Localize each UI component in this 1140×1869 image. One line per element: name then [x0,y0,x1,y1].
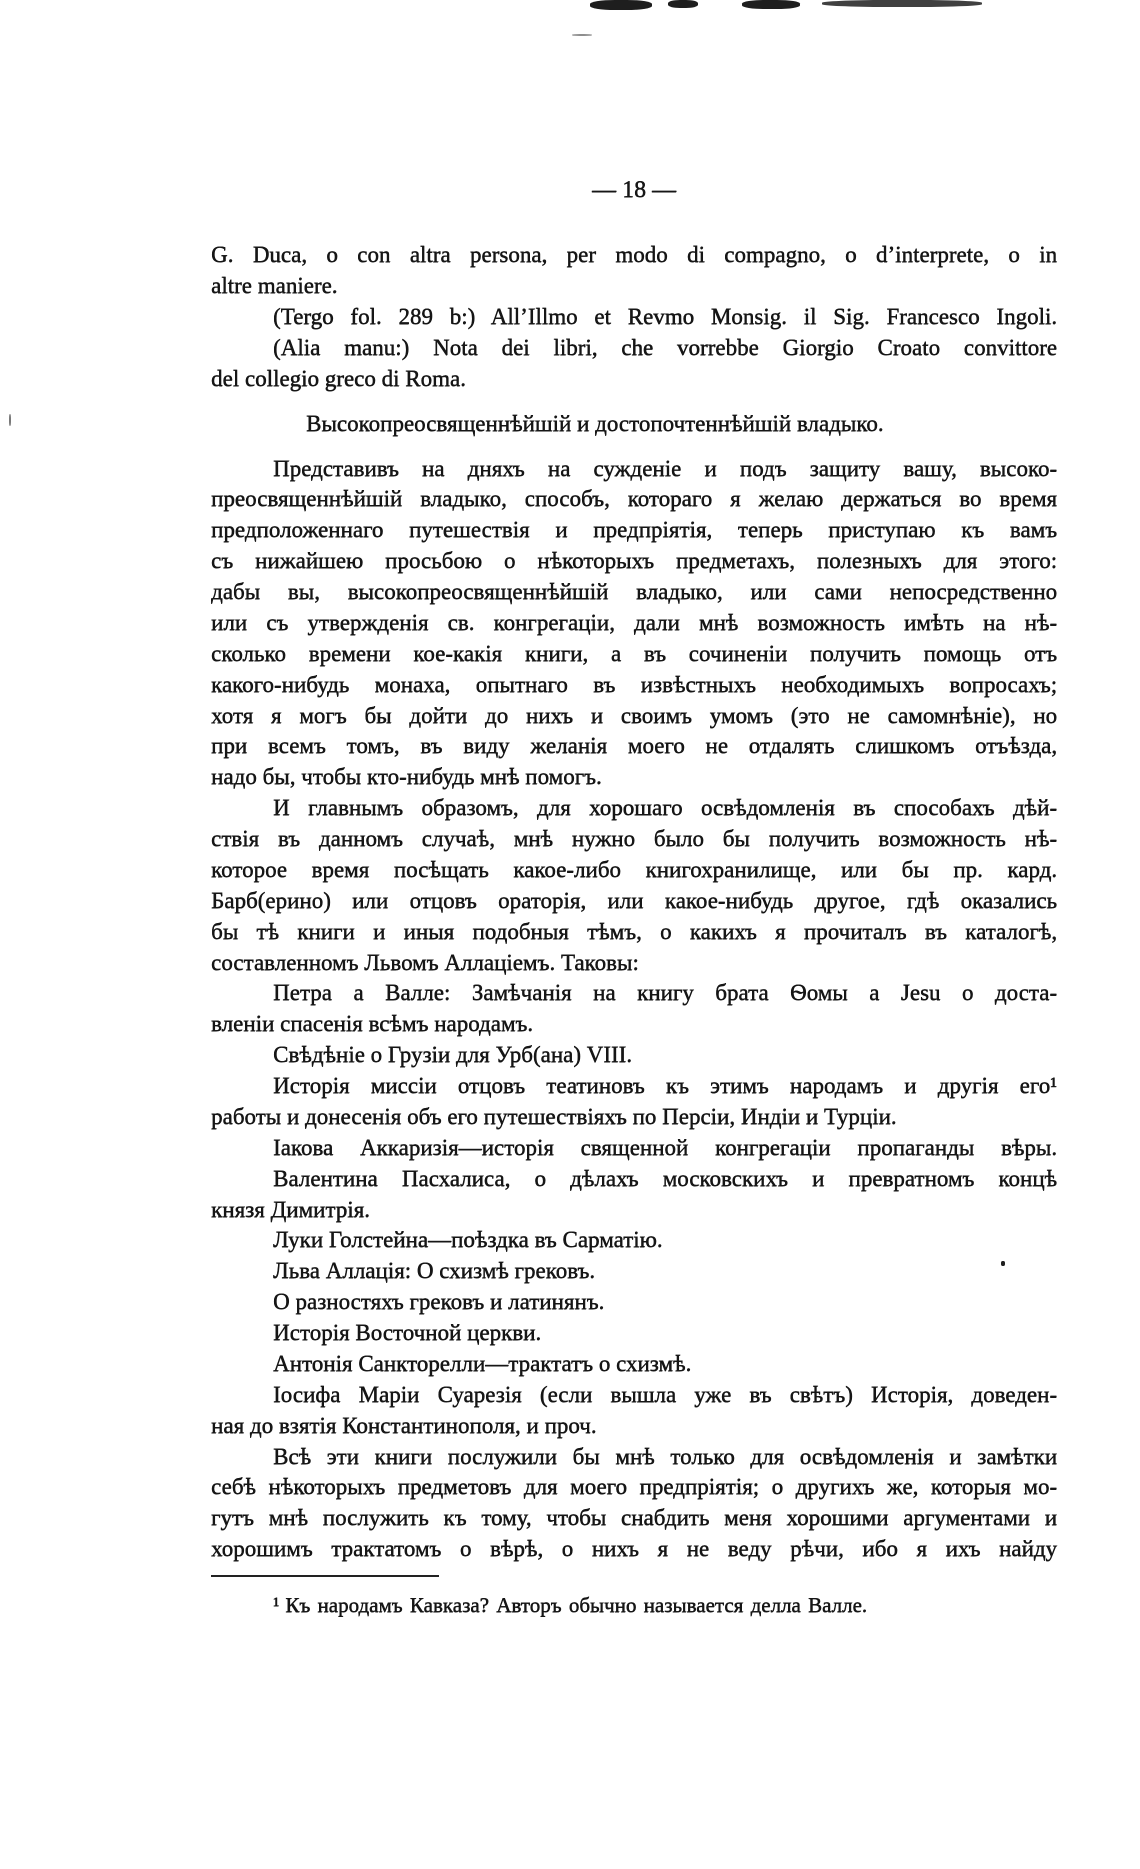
text-line: сколько времени кое-какія книги, а въ сочиненіи получить помощь отъ [211,640,1057,666]
text-line: составленномъ Львомъ Аллаціемъ. Таковы: [211,949,639,975]
text-line: при всемъ томъ, въ виду желанія моего не отдалять слишкомъ отъѣзда, [211,733,1057,759]
scan-artifact [572,34,592,36]
text-line: съ нижайшею просьбою о нѣкоторыхъ предметахъ, полезныхъ для этого: [211,548,1057,574]
text-line: какого-нибудь монаха, опытнаго въ извѣстныхъ необходимыхъ вопросахъ; [211,671,1057,697]
text-line: Свѣдѣніе о Грузіи для Урб(ана) VIII. [273,1042,632,1068]
scan-artifact [742,0,800,9]
text-line: Барб(ерино) или отцовъ ораторія, или какое-нибудь другое, гдѣ оказались [211,887,1057,913]
header-notes [211,240,1057,394]
text-line: или съ утвержденія св. конгрегаціи, дали мнѣ возможность имѣть на нѣ- [211,609,1057,635]
book-list-item [211,1133,1057,1164]
scan-artifact [9,414,11,426]
text-line: преосвященнѣйшій владыко, способъ, котораго я желаю держаться во время [211,486,1057,512]
text-line: G. Duca, o con altra persona, per modo di compagno, o d’interprete, o in [211,242,1057,267]
page-number: — 18 — [592,177,676,203]
book-list-item [211,1225,1057,1256]
text-line: Антонія Санкторелли—трактатъ о схизмѣ. [273,1350,692,1376]
book-list-item [211,1256,1057,1287]
text-line: Исторія Восточной церкви. [273,1320,542,1345]
footnote-rule [211,1575,439,1577]
text-line: князя Димитрія. [211,1196,370,1222]
footnote-text: Къ народамъ Кавказа? Авторъ обычно называется делла Валле. [285,1593,868,1617]
book-list-item [211,978,1057,1040]
tergo-note [211,302,1057,333]
text-line: Представивъ на дняхъ на сужденіе и подъ защиту вашу, высоко- [273,455,1057,481]
text-line: ная до взятія Константинополя, и проч. [211,1412,597,1438]
text-line: (Alia manu:) Nota dei libri, che vorrebbe Giorgio Croato convittore [273,334,1057,360]
footnote [273,1590,867,1620]
text-line: Іосифа Маріи Суарезія (если вышла уже въ свѣтъ) Исторія, доведен- [273,1381,1057,1407]
book-list-item [211,1318,1057,1349]
text-line: хорошимъ трактатомъ о вѣрѣ, о нихъ я не веду рѣчи, ибо я ихъ найду [211,1536,1057,1562]
text-line: хотя я могъ бы дойти до нихъ и своимъ умомъ (это не самомнѣніе), но [211,702,1057,728]
text-line: Валентина Пасхалиса, о дѣлахъ московскихъ и превратномъ концѣ [273,1165,1057,1191]
book-list-item [211,1287,1057,1318]
letter-paragraph [211,793,1057,978]
text-line: дабы вы, высокопреосвященнѣйшій владыко, или сами непосредственно [211,579,1057,604]
text-line: надо бы, чтобы кто-нибудь мнѣ помогъ. [211,764,602,790]
scan-artifact [590,0,652,10]
text-line: Исторія миссіи отцовъ театиновъ къ этимъ народамъ и другія его¹ [273,1073,1057,1098]
letter-body [211,454,1057,1566]
book-list-item [211,1380,1057,1442]
text-line: altre maniere. [211,272,338,298]
text-line: бы тѣ книги и иныя подобныя тѣмъ, о какихъ я прочиталъ въ каталогѣ, [211,918,1057,944]
alia-manu-note [211,333,1057,395]
text-line: Льва Аллація: О схизмѣ грековъ. [273,1258,595,1284]
text-line: Іакова Аккаризія—исторія священной конгрегаціи пропаганды вѣры. [273,1134,1057,1160]
text-line: (Tergo fol. 289 b:) All’Illmo et Revmo Monsig. il Sig. Francesco Ingoli. [273,303,1057,329]
text-line: И главнымъ образомъ, для хорошаго освѣдомленія въ способахъ дѣй- [273,795,1057,821]
text-line: del collegio greco di Roma. [211,365,466,391]
text-line: гутъ мнѣ послужить къ тому, чтобы снабдить меня хорошими аргументами и [211,1505,1057,1531]
book-list-item [211,1071,1057,1133]
book-list-item [211,1040,1057,1071]
text-line: Луки Голстейна—поѣздка въ Сарматію. [273,1227,663,1253]
text-line: Всѣ эти книги послужили бы мнѣ только для освѣдомленія и замѣтки [273,1443,1057,1469]
closing-paragraph [211,1442,1057,1566]
text-line: работы и донесенія объ его путешествіяхъ по Персіи, Индіи и Турціи. [211,1103,897,1129]
text-line: себѣ нѣкоторыхъ предметовъ для моего предпріятія; о другихъ же, которыя мо- [211,1474,1057,1500]
book-list [211,978,1057,1441]
scan-artifact [822,0,982,7]
italian-note [211,240,1057,302]
text-line: которое время посѣщать какое-либо книгохранилище, или бы пр. кард. [211,856,1057,882]
text-line: ствія въ данномъ случаѣ, мнѣ нужно было бы получить возможность нѣ- [211,826,1057,851]
text-line: Петра а Валле: Замѣчанія на книгу брата Ѳомы а Jesu о доста- [273,980,1057,1006]
book-list-item [211,1164,1057,1226]
scan-artifact [668,0,698,8]
text-line: О разностяхъ грековъ и латинянъ. [273,1289,605,1315]
text-line: вленіи спасенія всѣмъ народамъ. [211,1011,534,1037]
letter-paragraph [211,454,1057,794]
salutation-heading: Высокопреосвященнѣйшій и достопочтеннѣйшій владыко. [306,410,884,436]
book-list-item [211,1349,1057,1380]
footnote-mark: ¹ [273,1593,280,1617]
text-line: предположеннаго путешествія и предпріятія, теперь приступаю къ вамъ [211,517,1057,543]
